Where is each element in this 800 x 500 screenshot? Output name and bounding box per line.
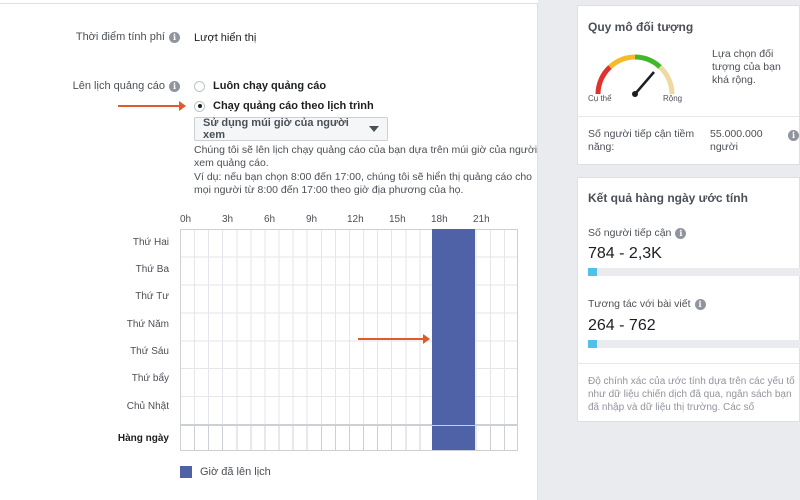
annotation-arrow-icon xyxy=(358,338,424,340)
engagement-bar xyxy=(588,340,800,348)
day-label: Thứ Ba xyxy=(135,264,169,275)
card-title: Kết quả hàng ngày ước tính xyxy=(588,191,748,205)
divider xyxy=(578,116,799,117)
engagement-value: 264 - 762 xyxy=(588,317,656,334)
engagement-bar-fill xyxy=(588,340,597,348)
legend-swatch xyxy=(180,466,192,478)
card-title: Quy mô đối tượng xyxy=(588,20,694,34)
day-label: Thứ Tư xyxy=(135,291,169,302)
gauge-min-label: Cụ thể xyxy=(588,94,612,103)
hour-label: 6h xyxy=(264,214,276,225)
daily-scheduled-block[interactable] xyxy=(432,426,475,450)
potential-reach-value: 55.000.000 người xyxy=(710,128,763,153)
radio-button[interactable] xyxy=(194,81,205,92)
estimate-note: Độ chính xác của ước tính dựa trên các yếu tố như dữ liệu chiến dịch đã qua, ngân sách bạn đã nhập và dữ liệu thị trường. Các số xyxy=(588,376,795,413)
radio-always-run[interactable]: Luôn chạy quảng cáo xyxy=(194,80,326,92)
scheduled-block[interactable] xyxy=(432,229,475,425)
info-icon[interactable]: i xyxy=(788,130,799,141)
schedule-example: Ví dụ: nếu bạn chọn 8:00 đến 17:00, chúng tôi sẽ hiển thị quảng cáo cho mọi người từ 8:00 đến 17:00 theo giờ địa phương của họ. xyxy=(194,171,533,196)
caret-down-icon xyxy=(369,126,379,132)
legend-label: Giờ đã lên lịch xyxy=(200,466,271,478)
info-icon[interactable]: i xyxy=(169,81,180,92)
radio-button-selected[interactable] xyxy=(194,101,205,112)
timezone-dropdown[interactable]: Sử dụng múi giờ của người xem xyxy=(194,117,388,141)
divider xyxy=(578,363,799,364)
reach-bar-fill xyxy=(588,268,597,276)
reach-bar xyxy=(588,268,800,276)
daily-results-card xyxy=(577,177,800,422)
engagement-label: Tương tác với bài viết i xyxy=(588,298,706,310)
schedule-description: Chúng tôi sẽ lên lịch chạy quảng cáo của bạn dựa trên múi giờ của người xem quảng cáo. xyxy=(194,144,538,169)
hour-label: 3h xyxy=(222,214,234,225)
schedule-label: Lên lịch quảng cáo i xyxy=(60,80,180,92)
billing-label: Thời điểm tính phí i xyxy=(60,31,180,43)
hour-label: 15h xyxy=(389,214,406,225)
top-divider xyxy=(0,0,538,4)
gauge-max-label: Rộng xyxy=(663,94,683,103)
day-label: Chủ Nhật xyxy=(126,401,169,412)
reach-value: 784 - 2,3K xyxy=(588,245,662,262)
hour-label: 12h xyxy=(347,214,364,225)
billing-value: Lượt hiển thị xyxy=(194,32,257,44)
info-icon[interactable]: i xyxy=(695,299,706,310)
hour-label: 21h xyxy=(473,214,490,225)
potential-reach-label: Số người tiếp cận tiềm năng: xyxy=(588,128,695,153)
hour-label: 18h xyxy=(431,214,448,225)
reach-label: Số người tiếp cận i xyxy=(588,227,686,239)
info-icon[interactable]: i xyxy=(675,228,686,239)
day-label: Thứ bẩy xyxy=(131,373,169,384)
hour-label: 9h xyxy=(306,214,318,225)
radio-run-on-schedule[interactable]: Chạy quảng cáo theo lịch trình xyxy=(194,100,374,112)
info-icon[interactable]: i xyxy=(169,32,180,43)
day-label: Thứ Năm xyxy=(126,319,169,330)
annotation-arrow-icon xyxy=(118,105,180,107)
daily-label: Hàng ngày xyxy=(117,433,169,444)
day-label: Thứ Sáu xyxy=(130,346,169,357)
day-label: Thứ Hai xyxy=(132,237,169,248)
hour-label: 0h xyxy=(180,214,192,225)
audience-size-card xyxy=(577,5,800,165)
audience-note: Lựa chọn đối tượng của bạn khá rộng. xyxy=(712,48,781,86)
